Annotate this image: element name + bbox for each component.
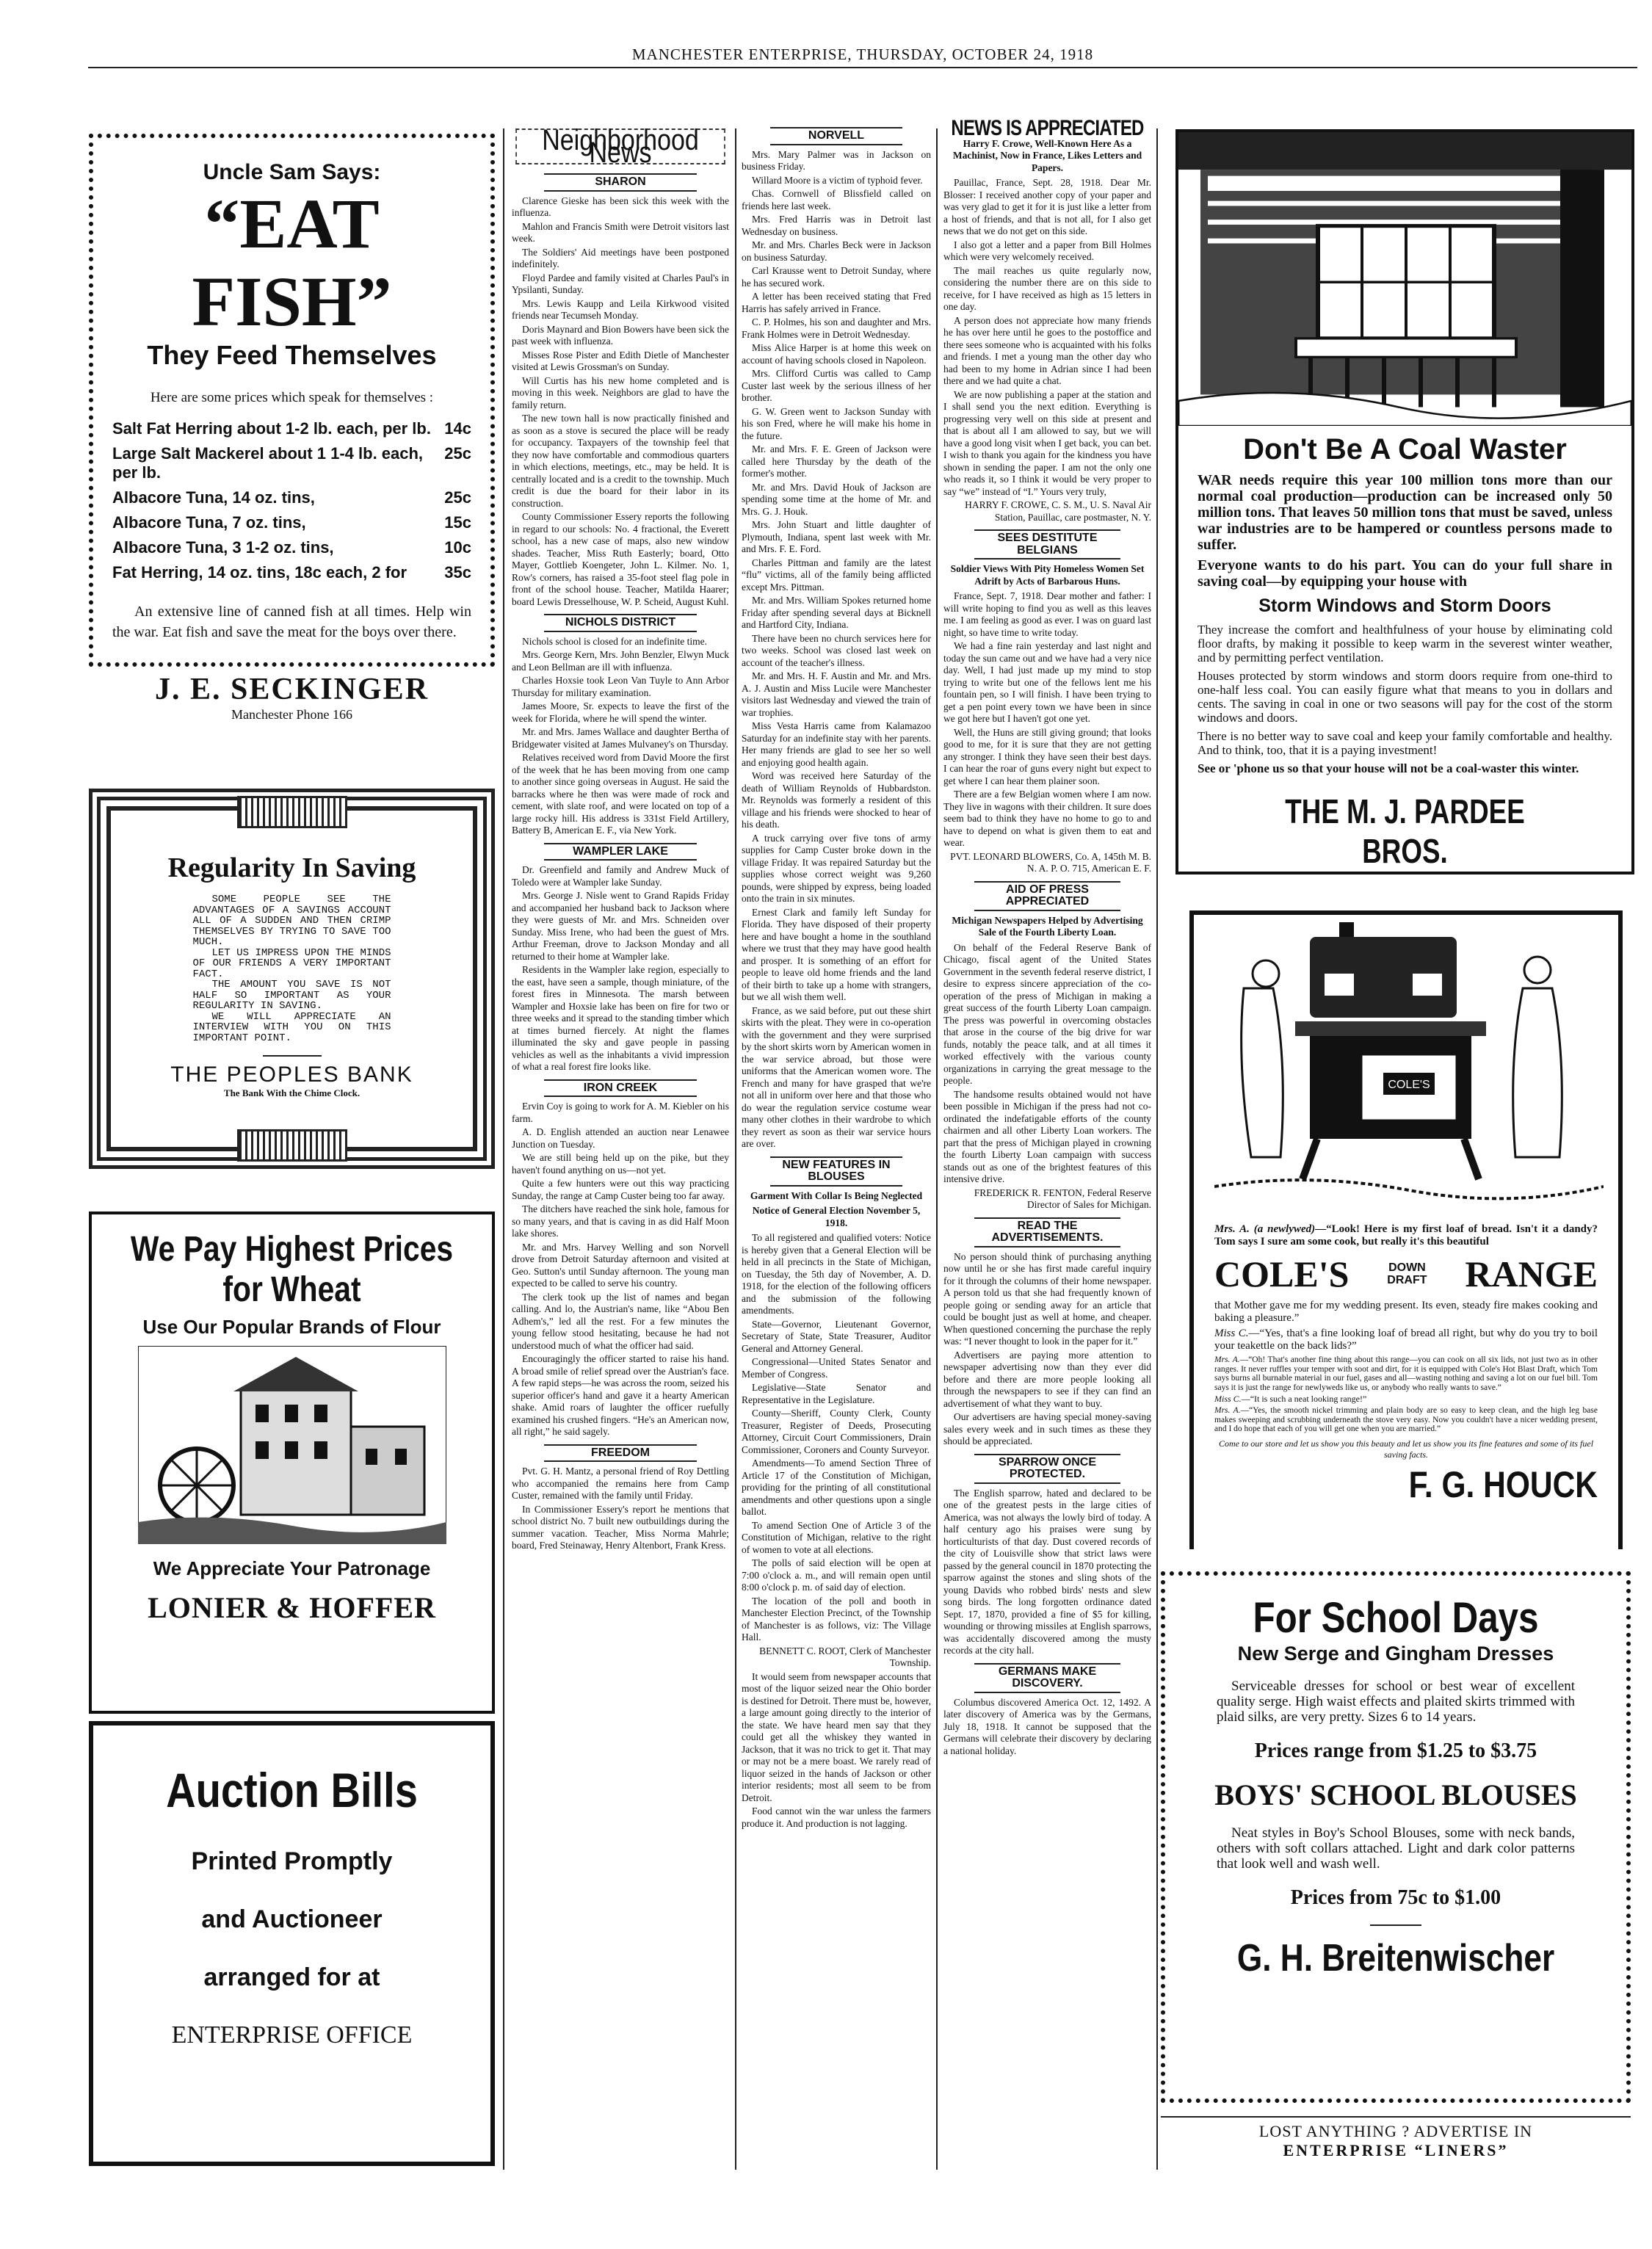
column-rule (936, 128, 938, 2170)
snowy-house-illustration (1178, 132, 1631, 426)
fish-item: Salt Fat Herring about 1-2 lb. each, per lb. (112, 419, 431, 438)
article-paragraph: Residents in the Wampler lake region, especially to the east, have seen a sample, though miniature, of the forest fires in Minnesota. The marsh between Wampler and Hoxsie lake has been on fire for two or three weeks and it spread to the standing timber which at times burned fiercely. At night the flames illuminated the sky and gave people in passing vehicles as well as the inhabitants a vivid impression of what a real forest fire looks like. (512, 964, 729, 1072)
section-heading: NICHOLS DISTRICT (544, 614, 696, 632)
article-paragraph: Miss Alice Harper is at home this week on account of having schools closed in Napoleon. (742, 342, 931, 366)
article-paragraph: Charles Pittman and family are the latest “flu” victims, all of the family being afflicted except Mrs. Pittman. (742, 557, 931, 593)
article-paragraph: To amend Section One of Article 3 of the Constitution of Michigan, relative to the right of women to vote at all elections. (742, 1519, 931, 1555)
article-paragraph: The polls of said election will be open at 7:00 o'clock a. m., and will remain open until 8:00 o'clock p. m. of said day of election. (742, 1557, 931, 1593)
column-rule (735, 128, 736, 2170)
article-paragraph: Mrs. Fred Harris was in Detroit last Wednesday on business. (742, 214, 931, 237)
article-paragraph: To all registered and qualified voters: Notice is hereby given that a General Election will be held in all precincts in the State of Michigan, on Tuesday, the 5th day of November, A. D. 1918, for the election of the following officers and the submission of the following amendments. (742, 1232, 931, 1316)
article-paragraph: Our advertisers are having special money-saving sales every week and in such times as these they should be appreciated. (943, 1411, 1151, 1446)
coles-range-ad (1189, 910, 1623, 1549)
article-paragraph: Columbus discovered America Oct. 12, 1492. A later discovery of America was by the Germans, July 18, 1918. It cannot be supposed that the Germans will celebrate their discovery by declaring a national holiday. (943, 1696, 1151, 1756)
fish-price-row (112, 441, 471, 485)
article-paragraph: Mr. and Mrs. Charles Beck were in Jackson on business Saturday. (742, 239, 931, 263)
section-heading: SEES DESTITUTE BELGIANS (974, 529, 1120, 559)
pardee-ad-paragraph: Houses protected by storm windows and storm doors require from one-third to one-half less coal. You can easily figure what that means to you in dollars and cents. The saving in coal in one or two seasons will pay for the cost of the storm windows and doors. (1198, 669, 1612, 725)
article-paragraph: There are a few Belgian women where I am now. They live in wagons with their children. It sure does seem bad to think they have no home to go to and have to depend on what is given them to eat and wear. (943, 789, 1151, 848)
fish-price-list (112, 416, 471, 585)
article-paragraph: Mrs. George Kern, Mrs. John Benzler, Elwyn Muck and Leon Bellman are ill with influenza. (512, 649, 729, 673)
article-paragraph: In Commissioner Essery's report he mentions that school district No. 7 built new outbuildings during the summer vacation. Teacher, Miss Norma Mahrle; board, Fred Steinaway, Henry Altenbort, Frank Kress. (512, 1503, 729, 1551)
article-paragraph: Misses Rose Pister and Edith Dietle of Manchester visited at Lewis Grossman's on Sunday. (512, 349, 729, 372)
column-rule (1156, 128, 1158, 2170)
article-paragraph: James Moore, Sr. expects to leave the first of the week for Florida, where he will spend the winter. (512, 700, 729, 724)
coles-dialogue: —“Oh! That's another fine thing about this range—you can cook on all six lids, not just two as in other ranges. It never ruffles your temper with soot and dirt, for it is equipped with Cole's Hot Blast Draft, which Tom says burns all burnable material in our fuel, gases and all—wasting nothing and saving a lot on our fuel bill. Tom says it is just the range for newlyweds like us, or anybody who really wants to save.” (1214, 1355, 1598, 1392)
article-paragraph: Food cannot win the war unless the farmers produce it. And production is not lagging. (742, 1806, 931, 1829)
fish-price: 15c (444, 513, 471, 532)
coles-dialogue: —“Yes, that's a fine looking loaf of bread all right, but why do you try to boil your teakettle on the back lids?” (1214, 1328, 1598, 1352)
article-paragraph: Mrs. John Stuart and little daughter of Plymouth, Indiana, spent last week with Mr. and Mrs. F. E. Ford. (742, 519, 931, 554)
section-heading: NEW FEATURES IN BLOUSES (770, 1156, 903, 1187)
norvell-column (742, 121, 931, 1831)
article-paragraph: Amendments—To amend Section Three of Article 17 of the Constitution of Michigan, providing for the printing of all constitutional amendments and other questions upon a single ballot. (742, 1457, 931, 1517)
article-paragraph: Mr. and Mrs. James Wallace and daughter Bertha of Bridgewater visited at James Mulvaney's on Thursday. (512, 726, 729, 750)
wheat-ad-subhead: Use Our Popular Brands of Flour (142, 1316, 441, 1339)
bank-ad-name: THE PEOPLES BANK (170, 1062, 413, 1087)
article-paragraph: Mr. and Mrs. Harvey Welling and son Norvell drove from Detroit Saturday afternoon and visited at Geo. Sutton's until Sunday afternoon. The young man expected to be called to serve his country. (512, 1241, 729, 1289)
fish-price: 25c (444, 488, 471, 507)
coles-dialogue: that Mother gave me for my wedding present. Its even, steady fire makes cooking and baking a pleasure.” (1214, 1300, 1598, 1324)
article-paragraph: Carl Krausse went to Detroit Sunday, where he has secured work. (742, 265, 931, 289)
fish-price-row (112, 485, 471, 510)
auction-ad-line: ENTERPRISE OFFICE (171, 2021, 413, 2049)
article-paragraph: Nichols school is closed for an indefinite time. (522, 635, 707, 647)
article-paragraph: A letter has been received stating that Fred Harris has safely arrived in France. (742, 291, 931, 314)
article-paragraph: Floyd Pardee and family visited at Charles Paul's in Ypsilanti, Sunday. (512, 272, 729, 295)
article-paragraph: The ditchers have reached the sink hole, famous for so many years, and that is caving in as did Half Moon lake shores. (512, 1203, 729, 1239)
brand-down: DOWN (1388, 1261, 1426, 1274)
article-subhead: Soldier Views With Pity Homeless Women Set Adrift by Acts of Barbarous Huns. (950, 563, 1145, 587)
bank-ad-paragraph: WE WILL APPRECIATE AN INTERVIEW WITH YOU ON THIS IMPORTANT POINT. (192, 1010, 391, 1044)
section-heading: NORVELL (770, 127, 903, 145)
school-ad-subhead: New Serge and Gingham Dresses (1237, 1643, 1554, 1665)
coles-speaker: Mrs. A. (1214, 1355, 1240, 1364)
article-paragraph: State—Governor, Lieutenant Governor, Secretary of State, State Treasurer, Auditor General and Attorney General. (742, 1318, 931, 1354)
section-heading: SHARON (544, 173, 696, 192)
article-paragraph: We are still being held up on the pike, but they haven't found anything on us—not yet. (512, 1152, 729, 1176)
news-appreciated-column (943, 116, 1151, 1759)
column-rule (503, 128, 504, 2170)
fish-price: 14c (444, 419, 471, 438)
fish-ad-subhead: They Feed Themselves (147, 340, 437, 371)
wheat-ad (89, 1212, 495, 1714)
article-paragraph: Encouragingly the officer started to raise his hand. A broad smile of relief spread over the Austrian's face. A few rapid steps—he was across the room, seized his superior officer's hand and gave it a hearty American shake. Amid roars of laughter the officer ruefully examined his crushed fingers. “He's an American now, all right,” he said sagely. (512, 1353, 729, 1437)
bank-ad-headline: Regularity In Saving (167, 852, 416, 883)
bank-ad-paragraph: SOME PEOPLE SEE THE ADVANTAGES OF A SAVINGS ACCOUNT ALL OF A SUDDEN AND THEN CRIMP THEMSELVES BY TRYING TO SAVE TOO MUCH. (192, 894, 391, 948)
article-paragraph: Clarence Gieske has been sick this week with the influenza. (512, 195, 729, 218)
fish-price-row (112, 416, 471, 441)
article-paragraph: Pvt. G. H. Mantz, a personal friend of Roy Dettling who accompanied the remains here from Camp Custer, remained with the family until Friday. (512, 1466, 729, 1501)
article-paragraph: The clerk took up the list of names and began calling. And lo, the Austrian's name, like “Abou Ben Adhem's,” led all the rest. For a few minutes the young fellow stood hesitating, because he had not understood much of what the officer had said. (512, 1291, 729, 1351)
article-paragraph: We had a fine rain yesterday and last night and today the sun came out and we have had a very nice day. Well, I had just made up my mind to stop trying to write but one of the fellows lent me his fountain pen, so I will finish. I have been trying to get a pen point every town we have been in since we got here but I haven't got one yet. (943, 640, 1151, 724)
section-heading: GERMANS MAKE DISCOVERY. (974, 1663, 1120, 1693)
bank-ad-tagline: The Bank With the Chime Clock. (223, 1087, 361, 1098)
coles-brand (1214, 1253, 1598, 1295)
coles-closing: Come to our store and let us show you this beauty and let us show you its fine features and some of its fuel saving facts. (1218, 1438, 1594, 1460)
school-ad-price: Prices from 75c to $1.00 (1290, 1886, 1501, 1909)
article-signature: FREDERICK R. FENTON, Federal Reserve Director of Sales for Michigan. (974, 1187, 1151, 1210)
stove-badge: COLE'S (1388, 1079, 1430, 1091)
article-paragraph: Congressional—United States Senator and Member of Congress. (742, 1356, 931, 1380)
liners-line: LOST ANYTHING ? ADVERTISE IN (1258, 2122, 1533, 2140)
article-signature: PVT. LEONARD BLOWERS, Co. A, 145th M. B. N. A. P. O. 715, American E. F. (950, 850, 1151, 874)
mill-illustration (138, 1346, 446, 1544)
article-paragraph: A. D. English attended an auction near Lenawee Junction on Tuesday. (512, 1126, 729, 1150)
pardee-ad-paragraph: There is no better way to save coal and keep your family comfortable and healthy. And to think, too, that it is a paying investment! (1198, 729, 1612, 757)
fish-price: 35c (444, 563, 471, 582)
school-ad-subheading: BOYS' SCHOOL BLOUSES (1214, 1778, 1577, 1811)
fish-ad-kicker: Uncle Sam Says: (203, 160, 381, 184)
article-headline: NEWS IS APPRECIATED (951, 116, 1144, 140)
coles-speaker: Miss C. (1214, 1394, 1242, 1404)
article-subhead: Harry F. Crowe, Well-Known Here As a Machinist, Now in France, Likes Letters and Papers. (952, 137, 1142, 173)
bank-ad-paragraph: THE AMOUNT YOU SAVE IS NOT HALF SO IMPORTANT AS YOUR REGULARITY IN SAVING. (192, 979, 391, 1012)
coles-dialogue: —“It is such a neat looking range!” (1241, 1394, 1367, 1404)
ornament-icon (237, 796, 347, 828)
article-paragraph: County Commissioner Essery reports the following in regard to our schools: No. 4 fractional, the Everett school, has a new case of maps, also new window shades. Teacher, Miss Ruth Easterly; board, Otto Mayer, Gottlieb Koengeter, John L. Kilmer. No. 1, Row's corners, has raised a 35-foot steel flag pole in front of the school house. Teacher, Matilda Haarer; board Lewis Dresselhouse, W. P. Scheid, August Kuhl. (512, 511, 729, 607)
article-paragraph: G. W. Green went to Jackson Sunday with his son Fred, where he will make his home in the future. (742, 405, 931, 441)
auction-ad-line: arranged for at (203, 1963, 380, 1991)
article-paragraph: On behalf of the Federal Reserve Bank of Chicago, fiscal agent of the United States Government in the seventh federal reserve district, I desire to express sincere appreciation of the co-operation of the press of Michigan in making a great success of the fourth Liberty Loan campaign. The press was powerful in overcoming obstacles that arose in the course of the big drive for war funds, notably the peace talk, and at all times it worked effectively with the various county organizations in carrying the great message to the people. (943, 941, 1151, 1086)
stove-illustration (1214, 915, 1604, 1223)
section-heading: FREEDOM (544, 1444, 696, 1463)
article-subhead: Michigan Newspapers Helped by Advertising Sale of the Fourth Liberty Loan. (952, 914, 1143, 938)
article-paragraph: Doris Maynard and Bion Bowers have been sick the past week with influenza. (512, 323, 729, 347)
article-paragraph: Mr. and Mrs. David Houk of Jackson are spending some time at the home of Mr. and Mrs. G. J. Houk. (742, 481, 931, 517)
fish-ad-footer: Manchester Phone 166 (231, 707, 352, 722)
article-signature: HARRY F. CROWE, C. S. M., U. S. Naval Air Station, Pauillac, care postmaster, N. Y. (965, 499, 1151, 523)
article-paragraph: France, Sept. 7, 1918. Dear mother and father: I will write hoping to find you as well as this leaves me. I am feeling as good as ever. I was on guard last night, so have time to write today. (943, 590, 1151, 638)
article-paragraph: Word was received here Saturday of the death of William Reynolds of Hubbardston. Mr. Reynolds was formerly a resident of this village and his friends were shocked to hear of his death. (742, 770, 931, 830)
section-heading: READ THE ADVERTISEMENTS. (974, 1217, 1120, 1247)
bank-ad (89, 789, 495, 1169)
article-paragraph: Mahlon and Francis Smith were Detroit visitors last week. (512, 220, 729, 244)
neighborhood-news-column (512, 124, 729, 1554)
pardee-ad (1175, 129, 1634, 874)
article-paragraph: The English sparrow, hated and declared to be one of the greatest pests in the large cities of America, was not always the lowly bird of today. A half century ago his praises were sung by horticulturists of that day. Dust covered records of the city of Louisville show that strict laws were passed by the general council in 1870 protecting the sparrow against the stones and sling shots of the young Davids who robbed birds' nests and slew song birds. The long forgotten ordinance dated Sept. 17, 1870, provided a fine of $5 for killing, wounding or throwing missiles at English sparrows, was accidentally discovered among the musty records at the city hall. (943, 1487, 1151, 1656)
article-paragraph: Advertisers are paying more attention to newspaper advertising now than they ever did before and there are more people looking all through the newspapers to see if they can find an advertisement of what they want to buy. (943, 1349, 1151, 1409)
auction-ad-line: Printed Promptly (191, 1847, 393, 1875)
masthead: MANCHESTER ENTERPRISE, THURSDAY, OCTOBER 24, 1918 (88, 46, 1637, 68)
article-paragraph: The location of the poll and booth in Manchester Election Precinct, of the Township of Manchester is as follows, viz: The Village Hall. (742, 1595, 931, 1643)
article-paragraph: Dr. Greenfield and family and Andrew Muck of Toledo were at Wampler lake Sunday. (512, 864, 729, 888)
fish-item: Large Salt Mackerel about 1 1-4 lb. each, per lb. (112, 444, 424, 482)
coles-speaker: Mrs. A. (1214, 1406, 1241, 1415)
coles-dialogue: —“Yes, the smooth nickel trimming and plain body are so easy to keep clean, and the high leg base makes sweeping and scrubbing underneath the stove very easy. Now you couldn't have a nicer wedding present, and I do hope that each of you will get one when you are married.” (1214, 1406, 1598, 1433)
pardee-ad-paragraph: Everyone wants to do his part. You can do your full share in saving coal—by equipping your house with (1198, 557, 1612, 590)
fish-ad-merchant: J. E. SECKINGER (154, 673, 430, 707)
article-paragraph: It would seem from newspaper accounts that most of the liquor seized near the Ohio border is destined for Detroit. There must be, however, a large amount going directly to the interior of the state. We have heard men say that they could get all the whiskey they wanted in Jackson, that it was no trick to get it. That may or may not be a mere boast. We rarely read of liquor seized in the hands of Jackson or other interior residents; most all seem to be from Detroit. (742, 1670, 931, 1803)
article-paragraph: A person does not appreciate how many friends he has over here until he goes to the postoffice and there sees someone who is acquainted with his folks and friends. I met a young man the other day who had been to my home in Adrian since I had been there and we had quite a chat. (943, 314, 1151, 386)
coles-dialogue: —“Look! Here is my first loaf of bread. Isn't it a dandy? Tom says I sure am some cook, but really it's this beautiful (1214, 1223, 1598, 1247)
article-subhead: Notice of General Election November 5, 1918. (752, 1205, 921, 1228)
brand-draft: DRAFT (1387, 1274, 1427, 1286)
auction-ad (89, 1721, 495, 2166)
article-paragraph: The handsome results obtained would not have been possible in Michigan if the press had not co-ordinated the indefatigable efforts of the county chairmen and all other Liberty Loan workers. The part that the press of Michigan played in crowning the fourth Liberty Loan campaign with success stands out as one of the brightest features of this intensive drive. (943, 1088, 1151, 1184)
article-paragraph: C. P. Holmes, his son and daughter and Mrs. Frank Holmes were in Detroit Wednesday. (742, 316, 931, 340)
fish-price-row (112, 560, 471, 585)
article-paragraph: Chas. Cornwell of Blissfield called on friends here last week. (742, 188, 931, 211)
fish-price-row (112, 535, 471, 560)
article-paragraph: Well, the Huns are still giving ground; that looks good to me, for it is sure that they are not getting any stronger. I think they have seen their best days. I can hear the roar of guns every night but expect to get where I can hear them plainer soon. (943, 726, 1151, 786)
brand-right: RANGE (1465, 1253, 1598, 1294)
article-paragraph: Mrs. Lewis Kaupp and Leila Kirkwood visited friends near Tecumseh Monday. (512, 297, 729, 321)
school-ad-merchant: G. H. Breitenwischer (1236, 1937, 1555, 1980)
article-paragraph: A truck carrying over five tons of army supplies for Camp Custer broke down in the village Friday. It was repaired Saturday but the supplies whose correct weight was 9,260 pounds, were shipped by express, being loaded onto the train in six minutes. (742, 832, 931, 904)
school-ad-paragraph: Neat styles in Boy's School Blouses, some with neck bands, others with soft collars attached. Light and dark color patterns that look well and wash well. (1217, 1825, 1575, 1872)
article-paragraph: Will Curtis has his new home completed and is moving in this week. Neighbors are glad to have the family return. (512, 374, 729, 410)
article-paragraph: Mrs. Clifford Curtis was called to Camp Custer last week by the serious illness of her brother. (742, 368, 931, 403)
wheat-ad-headline: We Pay Highest Prices for Wheat (130, 1230, 454, 1310)
fish-ad-intro: Here are some prices which speak for themselves : (150, 390, 434, 406)
brand-left: COLE'S (1214, 1253, 1350, 1294)
pardee-ad-paragraph: See or 'phone us so that your house will not be a coal-waster this winter. (1198, 761, 1579, 775)
pardee-ad-paragraph: They increase the comfort and healthfulness of your house by eliminating cold floor drafts, by making it possible to keep warm in the severest winter weather, and by permitting perfect ventilation. (1198, 623, 1612, 664)
article-signature: BENNETT C. ROOT, Clerk of Manchester Township. (759, 1645, 931, 1668)
fish-ad (89, 134, 495, 722)
section-heading: AID OF PRESS APPRECIATED (974, 881, 1120, 911)
ornament-icon (237, 1129, 347, 1162)
school-days-ad (1161, 1571, 1631, 2103)
coles-merchant: F. G. HOUCK (1408, 1463, 1598, 1505)
fish-ad-headline: “EAT FISH” (192, 184, 392, 341)
wheat-ad-footer: We Appreciate Your Patronage (153, 1557, 431, 1580)
auction-ad-headline: Auction Bills (166, 1763, 418, 1817)
article-paragraph: No person should think of purchasing anything now until he or she has first made careful inquiry for it through the columns of their home newspaper. A person told us that she had frequently known of people going or sending away for an article that could be bought just as well at home, and cheaper. When questioned concerning the purchase the reply was: “I never thought to look in the paper for it.” (943, 1250, 1151, 1347)
fish-item: Albacore Tuna, 14 oz. tins, (112, 488, 315, 507)
pardee-ad-subhead: Storm Windows and Storm Doors (1258, 595, 1551, 616)
article-paragraph: France, as we said before, put out these shirt skirts with the pleat. They were in co-operation with the government and they were surprised by the short skirts worn by American women in the war service abroad, but those were uniforms that the American women wore. The French and many for have grasped that we're not all in uniform over here and that those who do wear the regulation service costume wear many other clothes in their wardrobe to which they revert as soon as their war service hours are over. (742, 1004, 931, 1149)
article-paragraph: County—Sheriff, County Clerk, County Treasurer, Register of Deeds, Prosecuting Attorney, Circuit Court Commissioners, Drain Commissioner, Coroners and County Surveyor. (742, 1408, 931, 1455)
article-subhead: Garment With Collar Is Being Neglected (750, 1189, 923, 1201)
fish-ad-body: An extensive line of canned fish at all times. Help win the war. Eat fish and save the meat for the boys over there. (112, 604, 471, 641)
article-paragraph: Pauillac, France, Sept. 28, 1918. Dear Mr. Blosser: I received another copy of your paper and was very glad to get it for it is just like a letter from a host of friends, and that is not all, for I also get news that we do not get on this side. (943, 177, 1151, 236)
article-paragraph: Mr. and Mrs. William Spokes returned home Friday after spending several days at Bicknell and Hartford City, Indiana. (742, 595, 931, 630)
article-paragraph: Quite a few hunters were out this way practicing Sunday, the range at Camp Custer being too far away. (512, 1178, 729, 1201)
pardee-ad-paragraph: WAR needs require this year 100 million tons more than our normal coal production—production can be increased only 50 million tons. That leaves 50 million tons that must be saved, unless war industries are to be hampered or countless persons made to suffer. (1198, 472, 1612, 553)
section-heading: WAMPLER LAKE (544, 843, 696, 861)
wheat-ad-merchant: LONIER & HOFFER (148, 1591, 436, 1625)
auction-ad-line: and Auctioneer (201, 1905, 383, 1933)
school-ad-paragraph: Serviceable dresses for school or best wear of excellent quality serge. High waist effects and plaited skirts trimmed with plaid silks, are very pretty. Sizes 6 to 14 years. (1217, 1678, 1575, 1725)
school-ad-price: Prices range from $1.25 to $3.75 (1254, 1739, 1537, 1762)
liners-line: ENTERPRISE “LINERS” (1283, 2141, 1509, 2159)
article-paragraph: Willard Moore is a victim of typhoid fever. (752, 174, 923, 186)
section-heading: IRON CREEK (544, 1079, 696, 1098)
article-paragraph: Mrs. Mary Palmer was in Jackson on business Friday. (742, 148, 931, 172)
article-paragraph: Mrs. George J. Nisle went to Grand Rapids Friday and accompanied her husband back to Jackson where they were guests of Mr. and Mrs. Schneiden over Sunday. Miss Irene, who had been the guest of Mrs. Arthur Freeman, drove to Jackson Monday and all returned to their home at Wampler lake. (512, 890, 729, 962)
article-paragraph: We are now publishing a paper at the station and I shall send you the next edition. Everything is progressing very well on this side at present and that is about all I am allowed to say, but we will have a good long visit when I get back, you can bet. I wish to thank you again for the kindness you have shown in sending the paper. I am not the only one who reads it, so I think it would be very proper to say “we” instead of “I.” Yours very truly, (943, 388, 1151, 497)
school-ad-headline: For School Days (1253, 1594, 1539, 1642)
fish-price-row (112, 510, 471, 535)
coles-speaker: Mrs. A. (a newlywed) (1214, 1223, 1316, 1235)
article-paragraph: I also got a letter and a paper from Bill Holmes which were very welcomely received. (943, 239, 1151, 262)
fish-price: 10c (444, 538, 471, 557)
bank-ad-paragraph: LET US IMPRESS UPON THE MINDS OF OUR FRIENDS A VERY IMPORTANT FACT. (192, 946, 391, 980)
section-heading: SPARROW ONCE PROTECTED. (974, 1454, 1120, 1484)
coles-speaker: Miss C. (1214, 1328, 1249, 1339)
article-paragraph: The new town hall is now practically finished and as soon as a stove is secured the place will be ready for occupancy. Taxpayers of the township feel that they now have comfortable and commodious quarters in which elections, meetings, etc., may be held. It is centrally located and is a credit to the township. Much credit is due the board for their labor in its construction. (512, 413, 729, 509)
fish-item: Albacore Tuna, 3 1-2 oz. tins, (112, 538, 334, 557)
pardee-ad-merchant: THE M. J. PARDEE BROS. (1285, 792, 1525, 870)
article-paragraph: Relatives received word from David Moore the first of the week that he has been moving from one camp to another since going overseas in August. He said the barracks where he then was were made of rock and cement, with slate roof, and were located on top of a large rocky hill. His address is 331st Field Artillery, Battery B, American E. F., via New York. (512, 752, 729, 836)
article-paragraph: Charles Hoxsie took Leon Van Tuyle to Ann Arbor Thursday for military examination. (512, 675, 729, 698)
fish-item: Fat Herring, 14 oz. tins, 18c each, 2 for (112, 563, 407, 582)
neighborhood-news-title: Neighborhood News (515, 128, 725, 164)
article-paragraph: There have been no church services here for two weeks. School was closed last week on account of the teacher's illness. (742, 632, 931, 668)
article-paragraph: The mail reaches us quite regularly now, considering the number there are on this side to receive, for I have received as high as 15 letters in one day. (943, 264, 1151, 312)
article-paragraph: The Soldiers' Aid meetings have been postponed indefinitely. (512, 246, 729, 269)
article-paragraph: Mr. and Mrs. F. E. Green of Jackson were called here Thursday by the death of the former's mother. (742, 443, 931, 479)
article-paragraph: Mr. and Mrs. H. F. Austin and Mr. and Mrs. A. J. Austin and Miss Lucile were Manchester visitors last Wednesday and viewed the train of war trophies. (742, 670, 931, 718)
liners-notice (1161, 2116, 1631, 2160)
pardee-ad-headline: Don't Be A Coal Waster (1243, 433, 1567, 466)
fish-price: 25c (444, 444, 471, 463)
article-paragraph: Legislative—State Senator and Representative in the Legislature. (742, 1382, 931, 1405)
article-paragraph: Ervin Coy is going to work for A. M. Kiebler on his farm. (512, 1101, 729, 1124)
article-paragraph: Ernest Clark and family left Sunday for Florida. They have disposed of their property here and have bought a home in the southland where we trust that they may have good health and prosper. It is something of an effort for people to leave old home friends and the land of their birth to take up a home with strangers, but we all wish them well. (742, 906, 931, 1002)
article-paragraph: Miss Vesta Harris came from Kalamazoo Saturday for an indefinite stay with her parents. Her many friends are glad to see her so well and enjoying good health again. (742, 720, 931, 768)
fish-item: Albacore Tuna, 7 oz. tins, (112, 513, 306, 532)
